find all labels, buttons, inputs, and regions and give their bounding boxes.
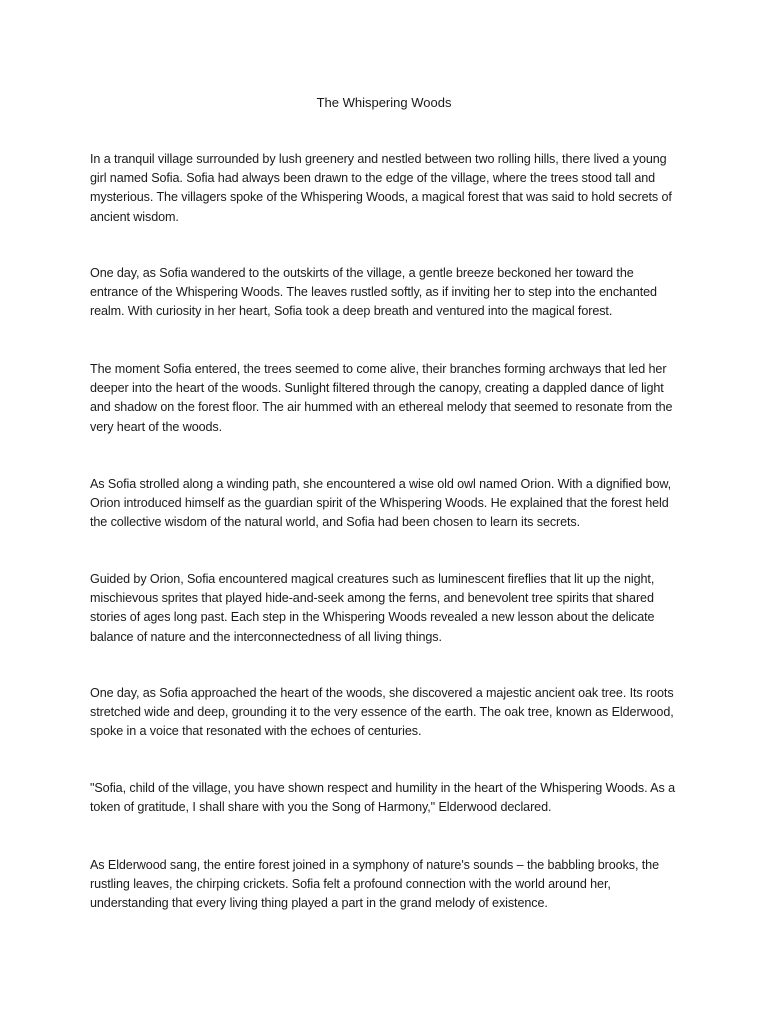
paragraph: "Sofia, child of the village, you have shown respect and humility in the heart of the Whispering Woods. As a token of gratitude, I shall share with you the Song of Harmony," Elderwood declared. <box>90 781 675 815</box>
paragraph: One day, as Sofia approached the heart of the woods, she discovered a majestic ancient oak tree. Its roots stretched wide and deep, grounding it to the very essence of the earth. The oak tree, known as Elderwood, spoke in a voice that resonated with the echoes of centuries. <box>90 686 674 739</box>
paragraph: One day, as Sofia wandered to the outskirts of the village, a gentle breeze beckoned her toward the entrance of the Whispering Woods. The leaves rustled softly, as if inviting her to step into the enchanted realm. With curiosity in her heart, Sofia took a deep breath and ventured into the magical forest. <box>90 266 657 319</box>
paragraph: The moment Sofia entered, the trees seemed to come alive, their branches forming archways that led her deeper into the heart of the woods. Sunlight filtered through the canopy, creating a dappled dance of light and shadow on the forest floor. The air hummed with an ethereal melody that seemed to resonate from the very heart of the woods. <box>90 362 673 434</box>
paragraph: As Sofia strolled along a winding path, she encountered a wise old owl named Orion. With a dignified bow, Orion introduced himself as the guardian spirit of the Whispering Woods. He explained that the forest held the collective wisdom of the natural world, and Sofia had been chosen to learn its secrets. <box>90 477 672 530</box>
paragraph: As Elderwood sang, the entire forest joined in a symphony of nature's sounds – the babbling brooks, the rustling leaves, the chirping crickets. Sofia felt a profound connection with the world around her, understanding that every living thing played a part in the grand melody of existence. <box>90 858 659 911</box>
paragraph: In a tranquil village surrounded by lush greenery and nestled between two rolling hills, there lived a young girl named Sofia. Sofia had always been drawn to the edge of the village, where the trees stood tall and mysterious. The villagers spoke of the Whispering Woods, a magical forest that was said to hold secrets of ancient wisdom. <box>90 152 672 224</box>
document-title: The Whispering Woods <box>316 95 452 110</box>
paragraph: Guided by Orion, Sofia encountered magical creatures such as luminescent fireflies that lit up the night, mischievous sprites that played hide-and-seek among the ferns, and benevolent tree spirits that shared stories of ages long past. Each step in the Whispering Woods revealed a new lesson about the delicate balance of nature and the interconnectedness of all living things. <box>90 572 655 644</box>
